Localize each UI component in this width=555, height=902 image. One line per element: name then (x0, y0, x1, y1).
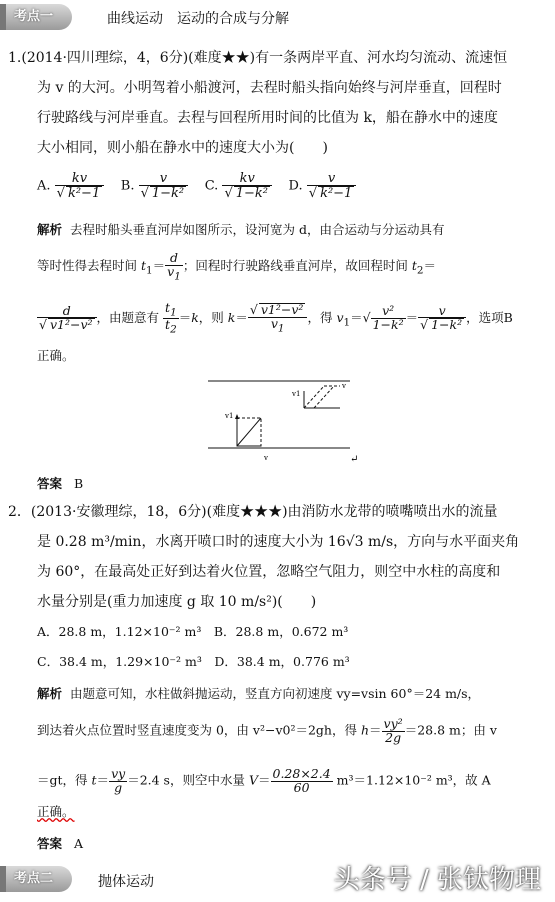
option-b-formula: $\frac{v}{\text{√ 1−k²}}$ (139, 172, 189, 200)
analysis-label: 解析 (37, 222, 63, 237)
section-tag: 考点二 (0, 866, 72, 892)
formula-k: $\frac{\text{√ v1²−v²}}{v_1}$ (248, 303, 308, 333)
section-title: 曲线运动 运动的合成与分解 (107, 11, 289, 27)
option-c: C. (204, 178, 219, 194)
svg-text:v1: v1 (292, 390, 301, 398)
option-line: C．38.4 m，1.29×10⁻² m³ D．38.4 m，0.776 m³ (37, 654, 350, 669)
answer-line: 答案 A (37, 836, 83, 851)
section-title: 抛体运动 (98, 874, 154, 890)
option-line: A．28.8 m，1.12×10⁻² m³ B．28.8 m，0.672 m³ (37, 624, 349, 639)
v1-label: v1 (225, 412, 234, 420)
option-c-formula: $\frac{kv}{\text{√ 1−k²}}$ (222, 172, 272, 200)
analysis-line: 正确。 (37, 804, 75, 819)
question-line: 水量分别是(重力加速度 g 取 10 m/s²)( ) (37, 594, 317, 610)
formula-t1: $\frac{d}{v_1}$ (167, 250, 181, 282)
analysis-line: 等时性得去程时间 $t_1=$ $\frac{d}{v_1}$ ；回程时行驶路线垂直河岸，故回程时间 $t_2=$ (37, 250, 437, 282)
svg-text:↵: ↵ (350, 454, 359, 465)
analysis-line: 到达着火点位置时竖直速度变为 0，由 v²−v0²＝2gh，得 h＝ $\frac{\text{vy²}}{2g}$ ＝28.8 m；由 v (37, 716, 497, 745)
option-d-formula: $\frac{v}{\text{√ k²−1}}$ (307, 172, 357, 200)
velocity-diagram (200, 378, 360, 468)
analysis-line: 解析 去程时船头垂直河岸如图所示，设河宽为 d，由合运动与分运动具有 (37, 222, 445, 237)
formula-t2: $\frac{d}{\text{√ v1²−v²}}$ (37, 305, 97, 332)
svg-text:v: v (342, 382, 346, 390)
watermark-text: 头条号 / 张钛物理 (333, 865, 541, 895)
option-a-formula: $\frac{kv}{\text{√ k²−1}}$ (55, 172, 105, 200)
option-b: B. (120, 178, 135, 194)
formula-h: $\frac{\text{vy²}}{2g}$ (383, 716, 403, 745)
question-line: 行驶路线与河岸垂直。去程与回程所用时间的比值为 k，船在静水中的速度 (37, 110, 498, 126)
formula-v1b: $\frac{v}{\text{√ 1−k²}}$ (418, 305, 466, 332)
options-row (37, 172, 356, 200)
analysis-line: $\frac{d}{\text{√ v1²−v²}}$ ，由题意有 $\frac{t_1}{t_2}$ ＝k，则 k＝ $\frac{\text{√ v1²−v²}}{v_1}$ ，得 $v_1=√$ $\frac{\text{v²}}{\text{1−k²}}$ ＝ $\frac{v}{\text{√ 1−k²}}$ ，选项B (39, 300, 513, 336)
formula-v1: $\frac{\text{v²}}{\text{1−k²}}$ (372, 303, 404, 332)
analysis-label: 解析 (37, 686, 63, 701)
question-line: 2．(2013·安徽理综，18，6分)(难度★★★)由消防水龙带的喷嘴喷出水的流量 (8, 504, 498, 520)
formula-volume: $\frac{0.28\times 2.4}{60}$ (272, 766, 331, 795)
question-line: 大小相同，则小船在静水中的速度大小为( ) (37, 140, 328, 156)
analysis-line: ＝gt，得 t＝ $\frac{vy}{g}$ ＝2.4 s，则空中水量 V＝ $\frac{0.28\times 2.4}{60}$ m³＝1.12×10⁻² m³，故 A (37, 766, 491, 795)
question-line: 是 0.28 m³/min，水离开喷口时的速度大小为 16√3 m/s，方向与水平面夹角 (37, 534, 520, 550)
answer-line: 答案 B (37, 476, 84, 491)
analysis-line: 正确。 (37, 348, 75, 363)
formula-t: $\frac{vy}{g}$ (111, 766, 126, 795)
v-label: v (264, 454, 268, 462)
section-tag: 考点一 (0, 4, 72, 30)
option-d: D. (288, 178, 303, 194)
option-a: A. (37, 178, 51, 194)
answer-value: B (73, 476, 84, 491)
question-line: 1.(2014·四川理综，4，6分)(难度★★)有一条两岸平直、河水均匀流动、流速恒 (8, 50, 508, 66)
question-line: 为 v 的大河。小明驾着小船渡河，去程时船头指向始终与河岸垂直，回程时 (37, 80, 502, 96)
formula-ratio: $\frac{t_1}{t_2}$ (165, 300, 177, 336)
answer-value: A (73, 836, 83, 851)
question-line: 为 60°，在最高处正好到达着火位置，忽略空气阻力，则空中水柱的高度和 (37, 564, 501, 580)
analysis-line: 解析 由题意可知，水柱做斜抛运动，竖直方向初速度 vy=vsin 60°＝24 m/s， (37, 686, 481, 701)
